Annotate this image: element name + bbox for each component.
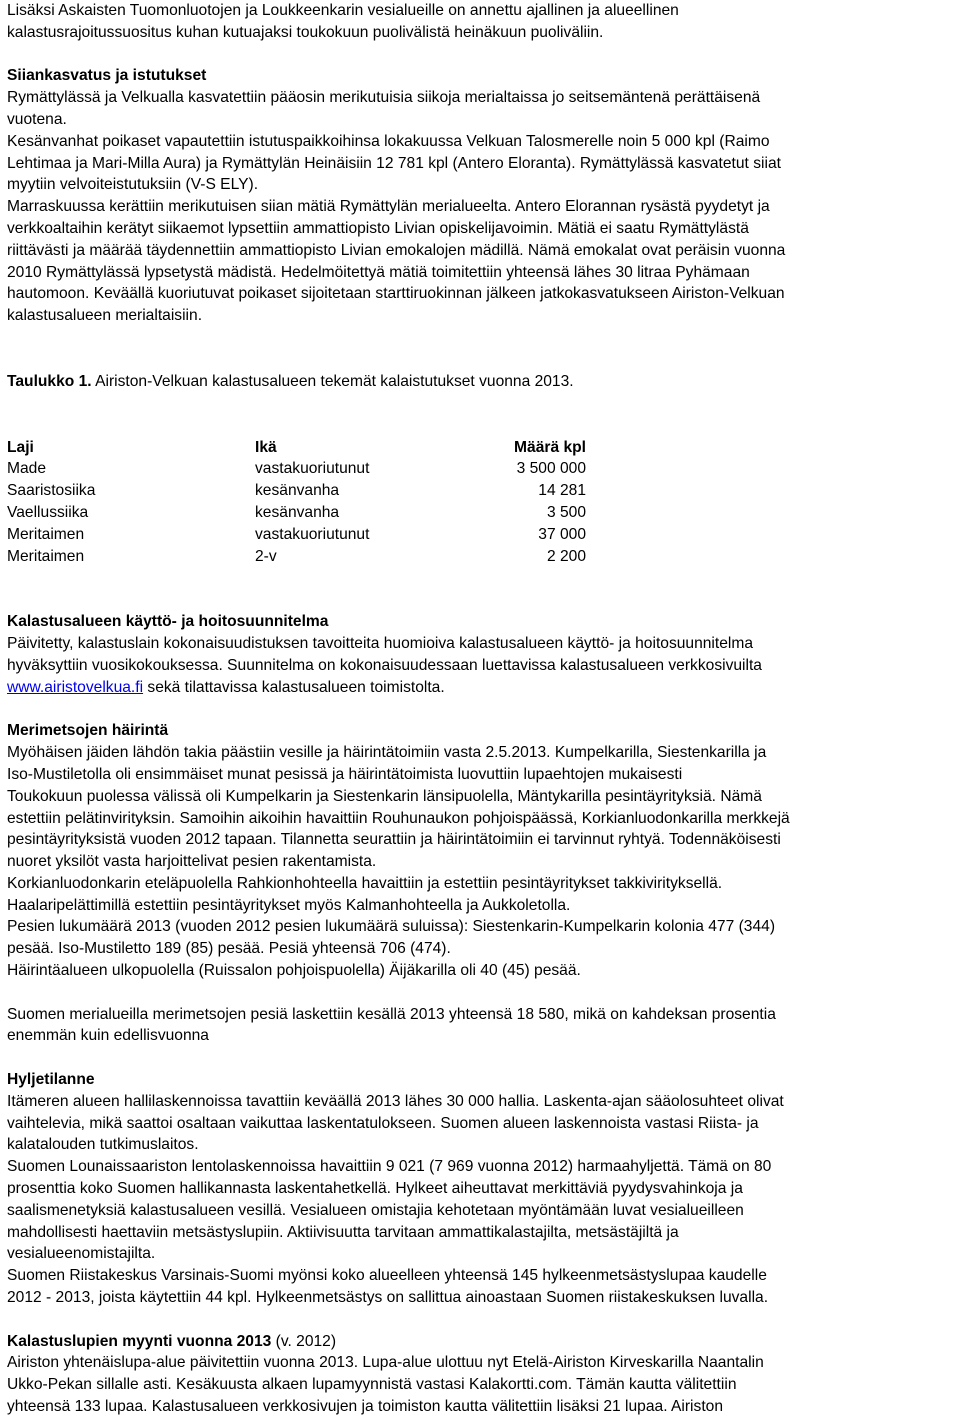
text-line: Marraskuussa kerättiin merikutuisen siian mätiä Rymättylän merialueelta. Antero Elorannan rysästä pyydetyt ja	[7, 198, 770, 216]
spacer	[7, 699, 957, 721]
text-line: Häirintäalueen ulkopuolella (Ruissalon pohjoispuolella) Äijäkarilla oli 40 (45) pesää.	[7, 962, 581, 980]
text-line: hyväksyttiin vuosikokouksessa. Suunnitelma on kokonaisuudessaan luettavissa kalastusalueen verkkosivuilta	[7, 656, 762, 674]
text-line: yhteensä 133 lupaa. Kalastusalueen verkkosivujen ja toimiston kautta välitettiin lisäksi 21 lupaa. Airiston	[7, 1398, 723, 1416]
spacer	[7, 567, 957, 611]
cormorant-summary	[7, 1004, 957, 1048]
siika-section	[7, 65, 957, 327]
section-heading: Siiankasvatus ja istutukset	[7, 67, 207, 85]
text-line: Suomen Lounaissaariston lentolaskennoissa havaittiin 9 021 (7 969 vuonna 2012) harmaahyljettä. Tämä on 80	[7, 1158, 772, 1176]
text-line: Suomen merialueilla merimetsojen pesiä laskettiin kesällä 2013 yhteensä 18 580, mikä on kahdeksan prosentia	[7, 1005, 776, 1023]
text-line: enemmän kuin edellisvuonna	[7, 1027, 209, 1045]
section-heading-suffix: (v. 2012)	[271, 1332, 337, 1350]
column-header-species: Laji	[7, 438, 34, 456]
link-trailing-text: sekä tilattavissa kalastusalueen toimistolta.	[143, 678, 445, 696]
table-cell: kesänvanha	[255, 503, 340, 521]
column-header-age: Ikä	[255, 438, 277, 456]
text-line: nuoret yksilöt vasta harjoittelivat pesien rakentamista.	[7, 853, 377, 871]
text-line: prosenttia koko Suomen hallikannasta laskentahetkellä. Hylkeet aiheuttavat merkittäviä pyydysvahinkoja ja	[7, 1180, 743, 1198]
table-cell: 14 281	[538, 482, 586, 500]
table-cell: 2 200	[546, 547, 586, 565]
text-line: hautomoon. Keväällä kuoriutuvat poikaset sijoitetaan starttiruokinnan jälkeen jatkokasvatukseen Airiston-Velkuan	[7, 285, 785, 303]
table-cell: Made	[7, 460, 47, 478]
text-line: kalatalouden tutkimuslaitos.	[7, 1136, 199, 1154]
spacer	[7, 1047, 957, 1069]
text-line: Pesien lukumäärä 2013 (vuoden 2012 pesien lukumäärä suluissa): Siestenkarin-Kumpelkarin kolonia 477 (344)	[7, 918, 776, 936]
spacer	[7, 415, 957, 437]
spacer	[7, 982, 957, 1004]
table-cell: 3 500	[546, 503, 586, 521]
section-heading: Hyljetilanne	[7, 1071, 95, 1089]
table-cell: vastakuoriutunut	[255, 460, 370, 478]
table-header-row	[7, 437, 586, 459]
column-header-amount: Määrä kpl	[514, 438, 586, 456]
text-line: myytiin velvoiteistutuksiin (V-S ELY).	[7, 176, 259, 194]
text-line: vaihtelevia, mikä saattoi osaltaan vaikuttaa laskentatulokseen. Suomen alueen laskennoista vastasi Riista- ja	[7, 1114, 759, 1132]
table-cell: Saaristosiika	[7, 482, 96, 500]
spacer	[7, 44, 957, 66]
text-line: Lehtimaa ja Mari-Milla Aura) ja Rymättylän Heinäisiin 12 781 kpl (Antero Eloranta). Rymättylässä kasvatetut siiat	[7, 154, 781, 172]
text-line: saalismenetyksiä kalastusalueen vesillä. Vesialueen omistajia kehotetaan myöntämään luvat vesialueilleen	[7, 1201, 744, 1219]
table-cell: 3 500 000	[516, 460, 586, 478]
text-line	[7, 677, 957, 699]
table-row	[7, 480, 586, 502]
table-cell: Meritaimen	[7, 525, 85, 543]
section-heading-line	[7, 1331, 957, 1353]
text-line: Kesänvanhat poikaset vapautettiin istutuspaikkoihinsa lokakuussa Velkuan Talosmerelle noin 5 000 kpl (Raimo	[7, 132, 770, 150]
table-row	[7, 458, 586, 480]
text-line: 2010 Rymättylässä lypsetystä mädistä. Hedelmöitettyä mätiä toimitettiin yhteensä lähes 30 litraa Pyhämaan	[7, 263, 750, 281]
text-line: vesialueenomistajilta.	[7, 1245, 156, 1263]
table-caption-label: Taulukko 1.	[7, 372, 92, 390]
table-caption	[7, 371, 957, 393]
table-row	[7, 546, 586, 568]
table-cell: Meritaimen	[7, 547, 85, 565]
text-line: pesää. Iso-Mustiletto 189 (85) pesää. Pesiä yhteensä 706 (474).	[7, 940, 451, 958]
text-line: riittävästi ja määrää täydennettiin ammattiopisto Livian emokalojen mädillä. Nämä emokalat ovat peräisin vuonna	[7, 241, 786, 259]
text-line: Rymättylässä ja Velkualla kasvatettiin pääosin merikutuisia siikoja merialtaissa jo seitsemäntenä perättäisenä	[7, 89, 761, 107]
table-cell: kesänvanha	[255, 482, 340, 500]
spacer	[7, 327, 957, 371]
text-line: Lisäksi Askaisten Tuomonluotojen ja Loukkeenkarin vesialueille on annettu ajallinen ja alueellinen	[7, 2, 679, 19]
table-cell: vastakuoriutunut	[255, 525, 370, 543]
section-heading: Kalastuslupien myynti vuonna 2013	[7, 1332, 272, 1350]
text-line: Haalaripelättimillä estettiin pesintäyritykset myös Kalmanhohteella ja Aukkoletolla.	[7, 896, 571, 914]
table-row	[7, 524, 586, 546]
text-line: 2012 - 2013, joista käytettiin 44 kpl. Hylkeenmetsästys on sallittua ainoastaan Suomen riistakeskuksen luvalla.	[7, 1289, 769, 1307]
table-caption-text: Airiston-Velkuan kalastusalueen tekemät kalaistutukset vuonna 2013.	[91, 372, 574, 390]
text-line: verkkoaltaihin kerätyt siikaemot lypsettiin ammattiopisto Livian opiskelijavoimin. Mätiä ei saatu Rymättylästä	[7, 219, 749, 237]
seal-section	[7, 1069, 957, 1309]
text-line: pesintäyrityksistä vuoden 2012 tapaan. Tilannetta seurattiin ja häirintätoimiin ei tarvinnut ryhtyä. Todennäköisesti	[7, 831, 781, 849]
text-line: kalastusalueen merialtaisiin.	[7, 307, 203, 325]
text-line: mahdollisesti haettaviin metsästyslupiin. Aktiivisuutta tarvitaan ammattikalastajilta, metsästäjiltä ja	[7, 1223, 679, 1241]
text-line: Päivitetty, kalastuslain kokonaisuudistuksen tavoitteita huomioiva kalastusalueen käyttö- ja hoitosuunnitelma	[7, 635, 754, 653]
permit-section	[7, 1331, 957, 1418]
text-line: Itämeren alueen hallilaskennoissa tavattiin keväällä 2013 lähes 30 000 hallia. Laskenta-ajan sääolosuhteet olivat	[7, 1092, 784, 1110]
text-line: estettiin pelätinvirityksin. Samoihin aikoihin havaittiin Rouhunaukon pohjoispäässä, Korkianluodonkarilla merkkejä	[7, 809, 790, 827]
cormorant-section	[7, 720, 957, 982]
text-line: Iso-Mustiletolla oli ensimmäiset munat pesissä ja häirintätoimista luovuttiin lupaehtojen mukaisesti	[7, 765, 683, 783]
spacer	[7, 393, 957, 415]
text-line: Myöhäisen jäiden lähdön takia päästiin vesille ja häirintätoimiin vasta 2.5.2013. Kumpelkarilla, Siestenkarilla ja	[7, 744, 767, 762]
stocking-table	[7, 437, 586, 568]
intro-paragraph	[7, 0, 957, 44]
text-line: Toukokuun puolessa välissä oli Kumpelkarin ja Siestenkarin länsipuolella, Mäntykarilla pesintäyrityksiä. Nämä	[7, 787, 762, 805]
text-line: kalastusrajoitussuositus kuhan kutuajaksi toukokuun puolivälistä heinäkuun puoliväliin.	[7, 23, 604, 41]
website-link[interactable]: www.airistovelkua.fi	[7, 678, 144, 696]
table-cell: Vaellussiika	[7, 503, 89, 521]
table-row	[7, 502, 586, 524]
text-line: Ukko-Pekan sillalle asti. Kesäkuusta alkaen lupamyynnistä vastasi Kalakortti.com. Tämän kautta välitettiin	[7, 1376, 737, 1394]
spacer	[7, 1309, 957, 1331]
section-heading: Merimetsojen häirintä	[7, 722, 169, 740]
document-page	[7, 0, 957, 1418]
table-cell: 37 000	[538, 525, 586, 543]
text-line: Korkianluodonkarin eteläpuolella Rahkionhohteella havaittiin ja estettiin pesintäyritykset takkivirityksellä.	[7, 874, 723, 892]
text-line: Airiston yhtenäislupa-alue päivitettiin vuonna 2013. Lupa-alue ulottuu nyt Etelä-Airiston Kirveskarilla Naantalin	[7, 1354, 764, 1372]
text-line: vuotena.	[7, 110, 67, 128]
table-cell: 2-v	[255, 547, 277, 565]
section-heading: Kalastusalueen käyttö- ja hoitosuunnitelma	[7, 613, 329, 631]
plan-section	[7, 611, 957, 698]
text-line: Suomen Riistakeskus Varsinais-Suomi myönsi koko alueelleen yhteensä 145 hylkeenmetsästyslupaa kaudelle	[7, 1267, 767, 1285]
